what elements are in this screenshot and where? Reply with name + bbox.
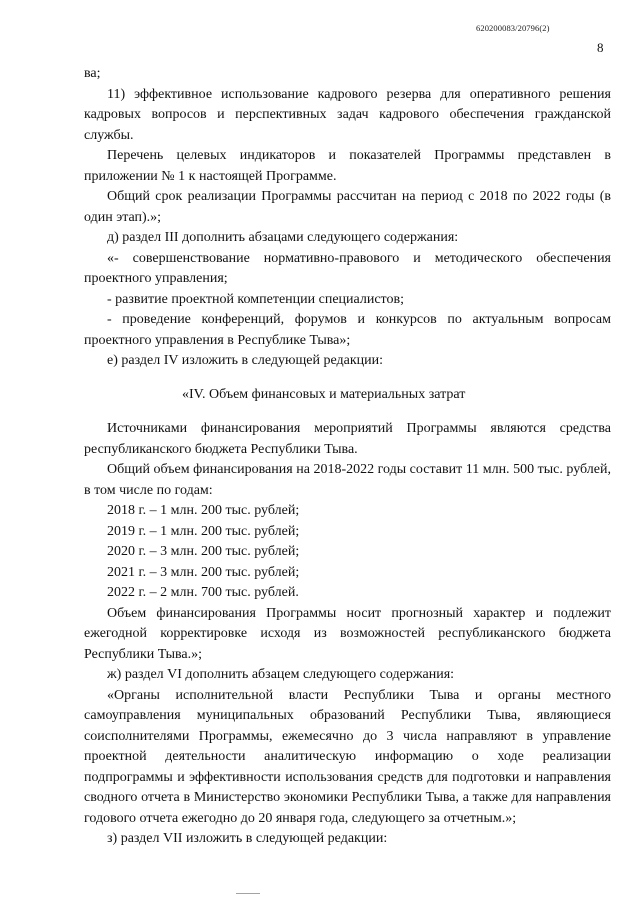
paragraph: 11) эффективное использование кадрового резерва для оперативного решения кадровых вопросов и перспективных задач кадрового обеспечения гражданской службы. xyxy=(84,86,611,143)
paragraph: «Органы исполнительной власти Республики Тыва и органы местного самоуправления муниципальных образований Республики Тыва, являющиеся соисполнителями Программы, ежемесячно до 3 числа направляют в управление проектной деятельности аналитическую информацию о ходе реализации подпрограммы и эффективности использования средств для подготовки и направления сводного отчета в Министерство экономики Республики Тыва, а также для направления годового отчета ежегодно до 20 января года, следующего за отчетным.»; xyxy=(84,687,611,826)
document-code: 620200083/20796(2) xyxy=(476,23,550,33)
paragraph: 2022 г. – 2 млн. 700 тыс. рублей. xyxy=(107,585,299,600)
paragraph: Общий объем финансирования на 2018-2022 годы составит 11 млн. 500 тыс. рублей, в том числе по годам: xyxy=(84,462,611,498)
paragraph: е) раздел IV изложить в следующей редакции: xyxy=(107,353,383,368)
paragraph: - развитие проектной компетенции специалистов; xyxy=(107,291,404,307)
paragraph: 2018 г. – 1 млн. 200 тыс. рублей; xyxy=(107,503,300,518)
paragraph: Перечень целевых индикаторов и показателей Программы представлен в приложении № 1 к настоящей Программе. xyxy=(84,148,611,184)
paragraph: Источниками финансирования мероприятий Программы являются средства республиканского бюджета Республики Тыва. xyxy=(84,421,611,457)
paragraph: 2019 г. – 1 млн. 200 тыс. рублей; xyxy=(107,523,300,539)
paragraph: з) раздел VII изложить в следующей редакции: xyxy=(107,831,388,846)
paragraph: ва; xyxy=(84,66,101,81)
paragraph: - проведение конференций, форумов и конкурсов по актуальным вопросам проектного управления в Республике Тыва»; xyxy=(84,312,611,348)
paragraph: д) раздел III дополнить абзацами следующего содержания: xyxy=(107,230,459,245)
page-number: 8 xyxy=(597,40,604,55)
section-heading: «IV. Объем финансовых и материальных затрат xyxy=(182,386,466,402)
paragraph: 2020 г. – 3 млн. 200 тыс. рублей; xyxy=(107,544,300,559)
paragraph: ж) раздел VI дополнить абзацем следующего содержания: xyxy=(107,667,455,682)
paragraph: Общий срок реализации Программы рассчитан на период с 2018 по 2022 годы (в один этап).»; xyxy=(84,189,611,225)
footer-mark xyxy=(236,893,260,897)
paragraph: «- совершенствование нормативно-правового и методического обеспечения проектного управления; xyxy=(84,250,611,286)
paragraph-group-before-heading xyxy=(84,64,611,372)
paragraph: Объем финансирования Программы носит прогнозный характер и подлежит ежегодной корректировке исходя из возможностей республиканского бюджета Республики Тыва.»; xyxy=(84,605,611,662)
paragraph-group-after-heading xyxy=(84,419,611,850)
document-body xyxy=(84,64,611,850)
paragraph: 2021 г. – 3 млн. 200 тыс. рублей; xyxy=(107,564,300,580)
